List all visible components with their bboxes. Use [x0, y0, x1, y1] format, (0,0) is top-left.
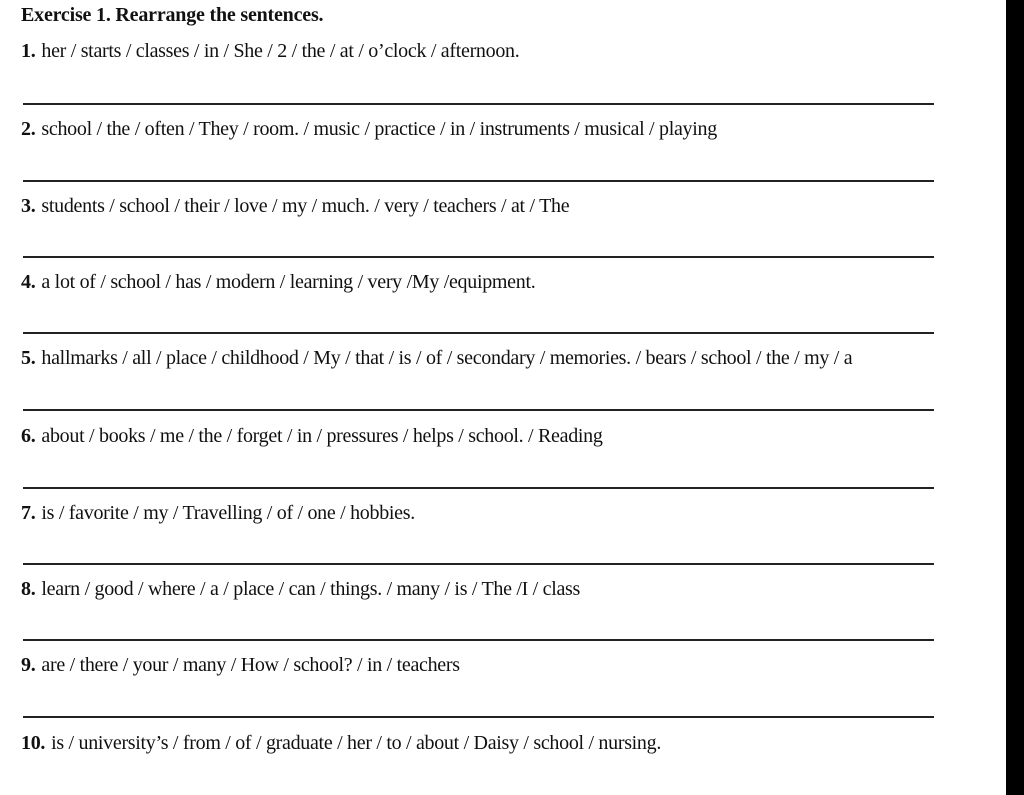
question-text: hallmarks / all / place / childhood / My / that / is / of / secondary / memories. / bears / school / the / my / a: [41, 347, 853, 369]
question-text: are / there / your / many / How / school? / in / teachers: [41, 654, 460, 676]
exercise-title: Exercise 1. Rearrange the sentences.: [21, 4, 324, 26]
answer-line-9: [23, 716, 934, 718]
question-text: school / the / often / They / room. / music / practice / in / instruments / musical / playing: [41, 118, 717, 140]
answer-line-2: [23, 180, 934, 182]
question-text: a lot of / school / has / modern / learning / very /My /equipment.: [41, 271, 536, 293]
question-number: 9.: [21, 654, 36, 676]
answer-line-3: [23, 256, 934, 258]
question-9: [21, 654, 460, 677]
answer-line-6: [23, 487, 934, 489]
question-text: is / university’s / from / of / graduate / her / to / about / Daisy / school / nursing.: [51, 732, 662, 754]
question-text: students / school / their / love / my / much. / very / teachers / at / The: [41, 195, 570, 217]
question-3: [21, 195, 569, 218]
question-8: [21, 578, 580, 601]
question-text: is / favorite / my / Travelling / of / one / hobbies.: [41, 502, 415, 524]
question-number: 5.: [21, 347, 36, 369]
answer-line-8: [23, 639, 934, 641]
question-1: [21, 40, 519, 63]
question-10: [21, 732, 661, 755]
question-number: 7.: [21, 502, 36, 524]
question-number: 1.: [21, 40, 36, 62]
question-text: about / books / me / the / forget / in / pressures / helps / school. / Reading: [41, 425, 603, 447]
question-7: [21, 502, 415, 525]
question-number: 2.: [21, 118, 36, 140]
answer-line-1: [23, 103, 934, 105]
question-2: [21, 118, 717, 141]
answer-line-5: [23, 409, 934, 411]
question-number: 4.: [21, 271, 36, 293]
question-6: [21, 425, 603, 448]
question-number: 8.: [21, 578, 36, 600]
question-number: 3.: [21, 195, 36, 217]
question-number: 6.: [21, 425, 36, 447]
question-4: [21, 271, 535, 294]
question-text: her / starts / classes / in / She / 2 / the / at / o’clock / afternoon.: [41, 40, 520, 62]
question-number: 10.: [21, 732, 46, 754]
question-text: learn / good / where / a / place / can / things. / many / is / The /I / class: [41, 578, 581, 600]
answer-line-7: [23, 563, 934, 565]
question-5: [21, 347, 852, 370]
answer-line-4: [23, 332, 934, 334]
right-border: [1006, 0, 1024, 795]
